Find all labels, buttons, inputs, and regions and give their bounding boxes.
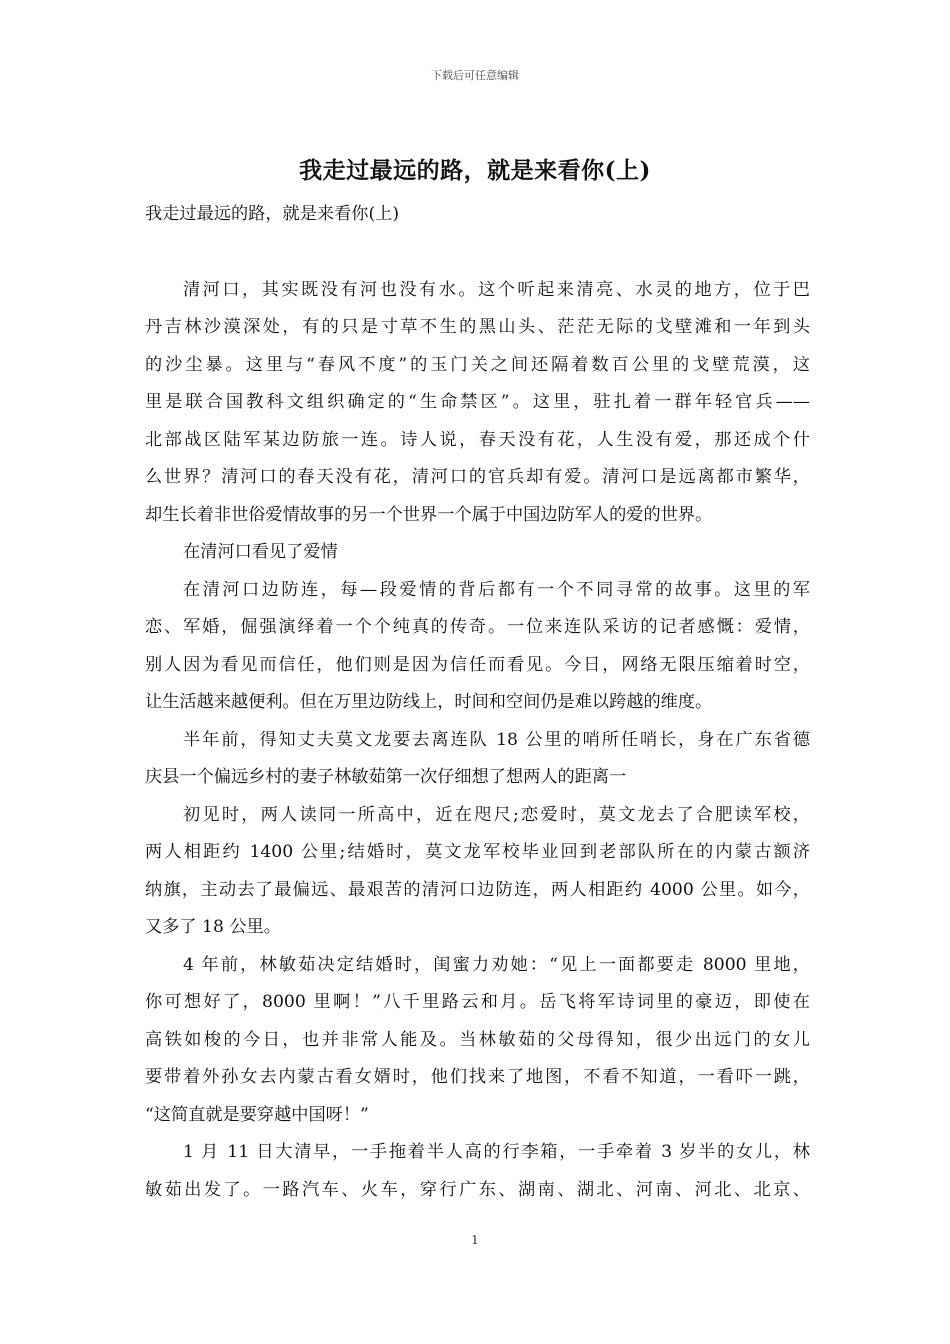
paragraph-line: 庆县一个偏远乡村的妻子林敏茹第一次仔细想了想两人的距离一 <box>145 767 627 787</box>
paragraph-line: 清河口，其实既没有河也没有水。这个听起来清亮、水灵的地方，位于巴 <box>183 279 810 300</box>
paragraph-line: 丹吉林沙漠深处，有的只是寸草不生的黑山头、茫茫无际的戈壁滩和一年到头 <box>145 317 810 337</box>
paragraph-line: 两人相距约 1400 公里;结婚时，莫文龙军校毕业回到老部队所在的内蒙古额济 <box>145 842 810 862</box>
paragraph-line: “这简直就是要穿越中国呀！” <box>145 1104 369 1125</box>
paragraph-line: 在清河口边防连，每—段爱情的背后都有一个不同寻常的故事。这里的军 <box>183 579 810 600</box>
paragraph-line: 初见时，两人读同一所高中，近在咫尺;恋爱时，莫文龙去了合肥读军校， <box>183 804 810 825</box>
paragraph-line: 恋、军婚，倔强演绎着一个个纯真的传奇。一位来连队采访的记者感慨：爱情， <box>145 617 810 637</box>
section-heading: 在清河口看见了爱情 <box>183 542 338 562</box>
document-title: 我走过最远的路，就是来看你(上) <box>299 157 651 184</box>
paragraph-line: 纳旗，主动去了最偏远、最艰苦的清河口边防连，两人相距约 4000 公里。如今， <box>145 879 810 900</box>
paragraph-line: 里是联合国教科文组织确定的“生命禁区”。这里，驻扎着一群年轻官兵—— <box>145 392 810 412</box>
paragraph-line: 北部战区陆军某边防旅一连。诗人说，春天没有花，人生没有爱，那还成个什 <box>145 429 810 450</box>
document-body <box>145 196 810 1209</box>
page-header: 下载后可任意编辑 <box>431 69 519 82</box>
paragraph-line: 半年前，得知丈夫莫文龙要去离连队 18 公里的哨所任哨长，身在广东省德 <box>183 729 810 750</box>
paragraph-line: 又多了 18 公里。 <box>145 917 281 937</box>
blank-line <box>145 234 810 272</box>
paragraph-line: 么世界？清河口的春天没有花，清河口的官兵却有爱。清河口是远离都市繁华， <box>145 467 810 487</box>
paragraph-line: 敏茹出发了。一路汽车、火车，穿行广东、湖南、湖北、河南、河北、北京、 <box>145 1179 810 1200</box>
paragraph-line: 让生活越来越便利。但在万里边防线上，时间和空间仍是难以跨越的维度。 <box>145 692 713 712</box>
paragraph-line: 你可想好了，8000 里啊！”八千里路云和月。岳飞将军诗词里的豪迈，即使在 <box>145 992 810 1012</box>
paragraph-line: 别人因为看见而信任，他们则是因为信任而看见。今日，网络无限压缩着时空， <box>145 654 810 675</box>
paragraph-line: 却生长着非世俗爱情故事的另一个世界一个属于中国边防军人的爱的世界。 <box>145 504 713 525</box>
paragraph-line: 要带着外孙女去内蒙古看女婿时，他们找来了地图，不看不知道，一看吓一跳， <box>145 1067 810 1087</box>
paragraph-line: 高铁如梭的今日，也并非常人能及。当林敏茹的父母得知，很少出远门的女儿 <box>145 1029 810 1050</box>
paragraph-line: 的沙尘暴。这里与“春风不度”的玉门关之间还隔着数百公里的戈壁荒漠，这 <box>145 354 810 375</box>
document-subtitle: 我走过最远的路，就是来看你(上) <box>145 204 400 224</box>
paragraph-line: 4 年前，林敏茹决定结婚时，闺蜜力劝她：“见上一面都要走 8000 里地， <box>183 954 810 975</box>
page-number: 1 <box>471 1233 479 1247</box>
paragraph-line: 1 月 11 日大清早，一手拖着半人高的行李箱，一手牵着 3 岁半的女儿，林 <box>183 1142 810 1162</box>
